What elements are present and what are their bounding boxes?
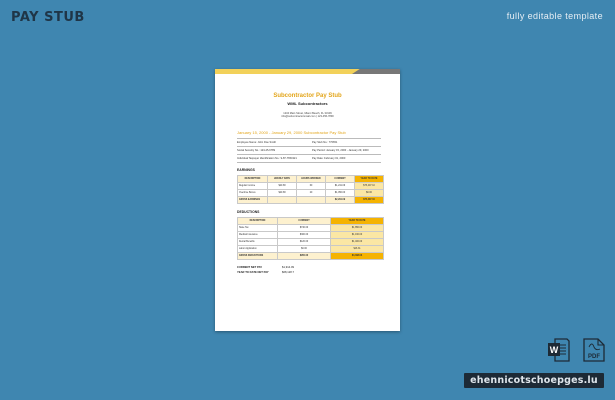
table-row [238,232,384,239]
column-header: CURRENT [278,218,331,225]
net-label: YEAR TO DATE NET PAY [237,271,269,274]
table-cell: 20 [297,190,326,197]
document-title: Subcontractor Pay Stub [273,93,342,99]
net-value: $1,914.09 [282,266,294,269]
table-cell: Overtime Bonus [238,190,268,197]
table-total-row [238,253,384,260]
table-cell: $120.00 [278,239,331,246]
earnings-heading: EARNINGS [237,168,255,172]
table-cell [268,197,297,204]
column-header: YEAR TO DATE [355,176,384,183]
pay-stub-document [215,69,400,331]
info-left: Employee Name: John Doe Smith [237,141,277,144]
table-cell: Regular Income [238,183,268,190]
table-row [238,246,384,253]
info-right: Pay Period: January 15, 2000 - January 29, 2000 [312,149,369,152]
word-file-icon [548,338,570,362]
divider [237,154,381,155]
ytd-net-pay [237,271,294,274]
earnings-table [237,175,384,204]
header-band-gray [352,69,400,74]
company-address [215,112,400,119]
table-header-row [238,176,384,183]
table-total-row [238,197,384,204]
deductions-table [237,217,384,260]
column-header: DESCRIPTION [238,176,268,183]
table-cell: Dental Benefits [238,239,278,246]
table-cell: $1,160.00 [331,232,384,239]
table-cell: 60 [297,183,326,190]
table-cell: $1,400.00 [331,239,384,246]
table-cell: Medical Insurance [238,232,278,239]
table-row [238,225,384,232]
deductions-heading: DEDUCTIONS [237,210,260,214]
table-cell: Labor Application [238,246,278,253]
net-label: CURRENT NET PAY [237,266,263,269]
table-row [238,190,384,197]
table-cell: $75,407.10 [355,183,384,190]
tagline: fully editable template [506,11,603,21]
table-cell: $0.00 [278,246,331,253]
table-cell: $1,850.00 [331,225,384,232]
info-left: Social Security No.: 123-45-6789 [237,149,276,152]
info-left: Individual Taxpayer Identification No.: 9-87-7654321 [237,157,297,160]
table-cell [297,197,326,204]
table-row [238,183,384,190]
table-cell: $0.00 [355,190,384,197]
divider [237,146,381,147]
table-row [238,239,384,246]
contact-line: info@subcontractorsmail.com | 123-456-7890 [281,115,334,119]
table-cell: $75,407.10 [355,197,384,204]
pdf-file-icon [583,338,605,362]
pay-period-heading: January 15, 2000 - January 29, 2000 Subcontractor Pay Stub [237,130,346,135]
pdf-label: PDF [588,354,600,360]
info-right: Pay Date: February 01, 2000 [312,157,346,160]
table-cell: GROSS DEDUCTIONS [238,253,278,260]
site-url-badge: ehennicotschoepges.lu [464,373,604,388]
info-right: Pay Stub No.: 770651 [312,141,338,144]
column-header: HOURLY RATE [268,176,297,183]
table-cell: $300.00 [278,232,331,239]
table-cell: GROSS EARNINGS [238,197,268,204]
table-cell: $1,241.09 [326,183,355,190]
divider [237,162,381,163]
table-cell: $1,050.00 [326,190,355,197]
brand-title: PAY STUB [11,10,85,25]
divider [237,138,381,139]
company-name: WML Subcontractors [287,101,328,106]
table-cell: $2,291.09 [326,197,355,204]
table-cell: $4,098.03 [331,253,384,260]
column-header: DESCRIPTION [238,218,278,225]
current-net-pay [237,266,294,269]
net-value: $68,128.7 [282,271,294,274]
table-cell: $20.68 [268,190,297,197]
address-line: 1234 Main Street, Miami Beach, FL 33139 [283,112,332,115]
table-cell: $740.00 [278,225,331,232]
word-letter: W [549,345,559,355]
table-cell: State Tax [238,225,278,232]
column-header: HOURS WORKED [297,176,326,183]
column-header: YEAR TO DATE [331,218,384,225]
table-cell: $16.31 [331,246,384,253]
column-header: CURRENT [326,176,355,183]
header-band-yellow [215,69,365,74]
table-cell: $950.00 [278,253,331,260]
table-cell: $20.68 [268,183,297,190]
table-header-row [238,218,384,225]
